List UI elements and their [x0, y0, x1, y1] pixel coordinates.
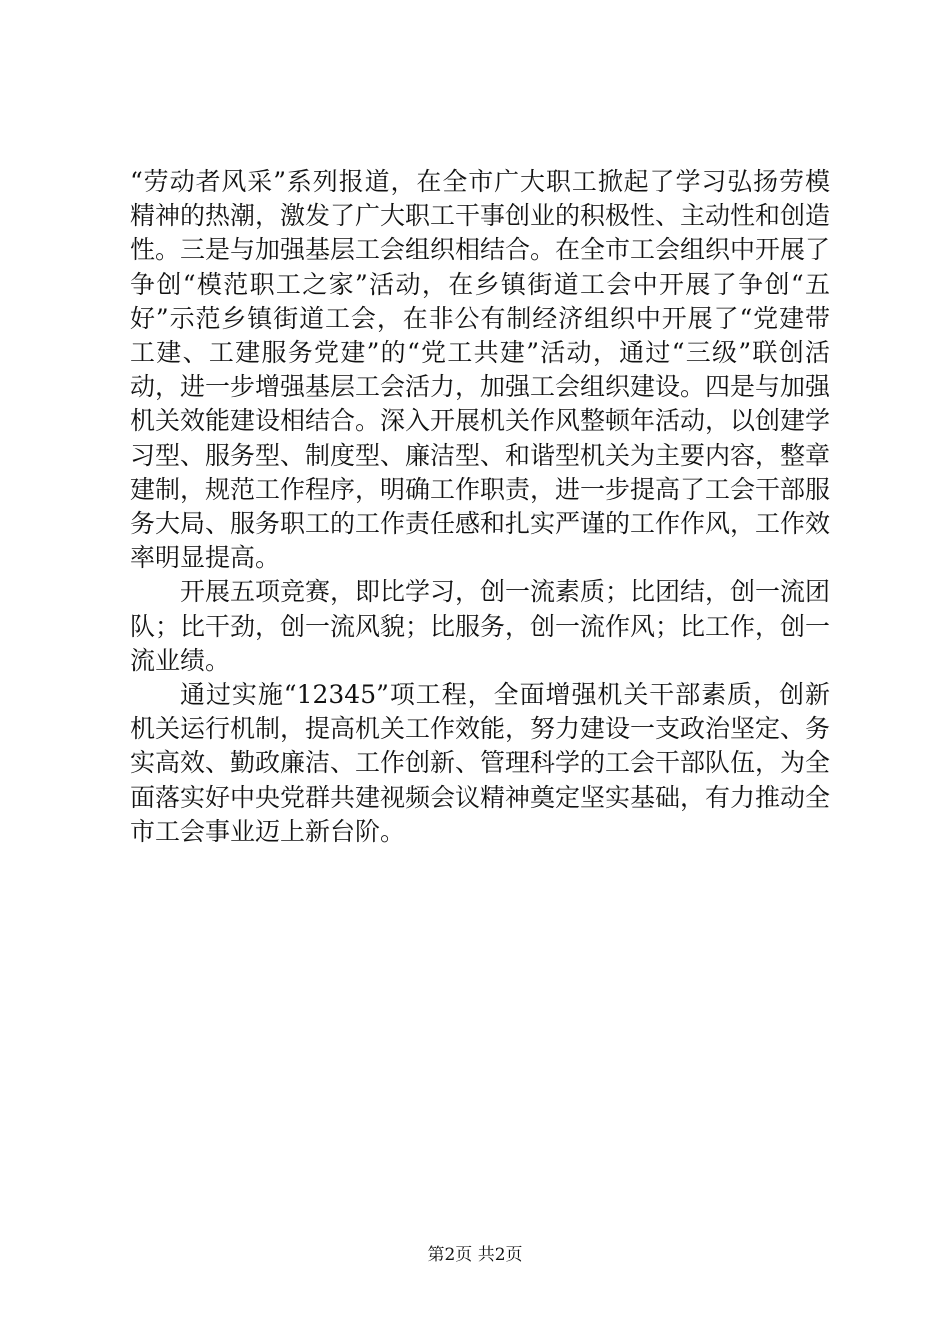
paragraph-1: “劳动者风采”系列报道，在全市广大职工掀起了学习弘扬劳模精神的热潮，激发了广大职工干事创业的积极性、主动性和创造性。三是与加强基层工会组织相结合。在全市工会组织中开展了争创“模范职工之家”活动，在乡镇街道工会中开展了争创“五好”示范乡镇街道工会，在非公有制经济组织中开展了“党建带工建、工建服务党建”的“党工共建”活动，通过“三级”联创活动，进一步增强基层工会活力，加强工会组织建设。四是与加强机关效能建设相结合。深入开展机关作风整顿年活动，以创建学习型、服务型、制度型、廉洁型、和谐型机关为主要内容，整章建制，规范工作程序，明确工作职责，进一步提高了工会干部服务大局、服务职工的工作责任感和扎实严谨的工作作风，工作效率明显提高。 — [130, 167, 831, 573]
page-footer: 第2页 共2页 — [427, 1245, 523, 1265]
paragraph-3: 通过实施“12345”项工程，全面增强机关干部素质，创新机关运行机制，提高机关工作效能，努力建设一支政治坚定、务实高效、勤政廉洁、工作创新、管理科学的工会干部队伍，为全面落实好中央党群共建视频会议精神奠定坚实基础，有力推动全市工会事业迈上新台阶。 — [130, 680, 831, 846]
document-body — [130, 165, 830, 849]
paragraph-2: 开展五项竞赛，即比学习，创一流素质；比团结，创一流团队；比干劲，创一流风貌；比服务，创一流作风；比工作，创一流业绩。 — [130, 577, 831, 675]
